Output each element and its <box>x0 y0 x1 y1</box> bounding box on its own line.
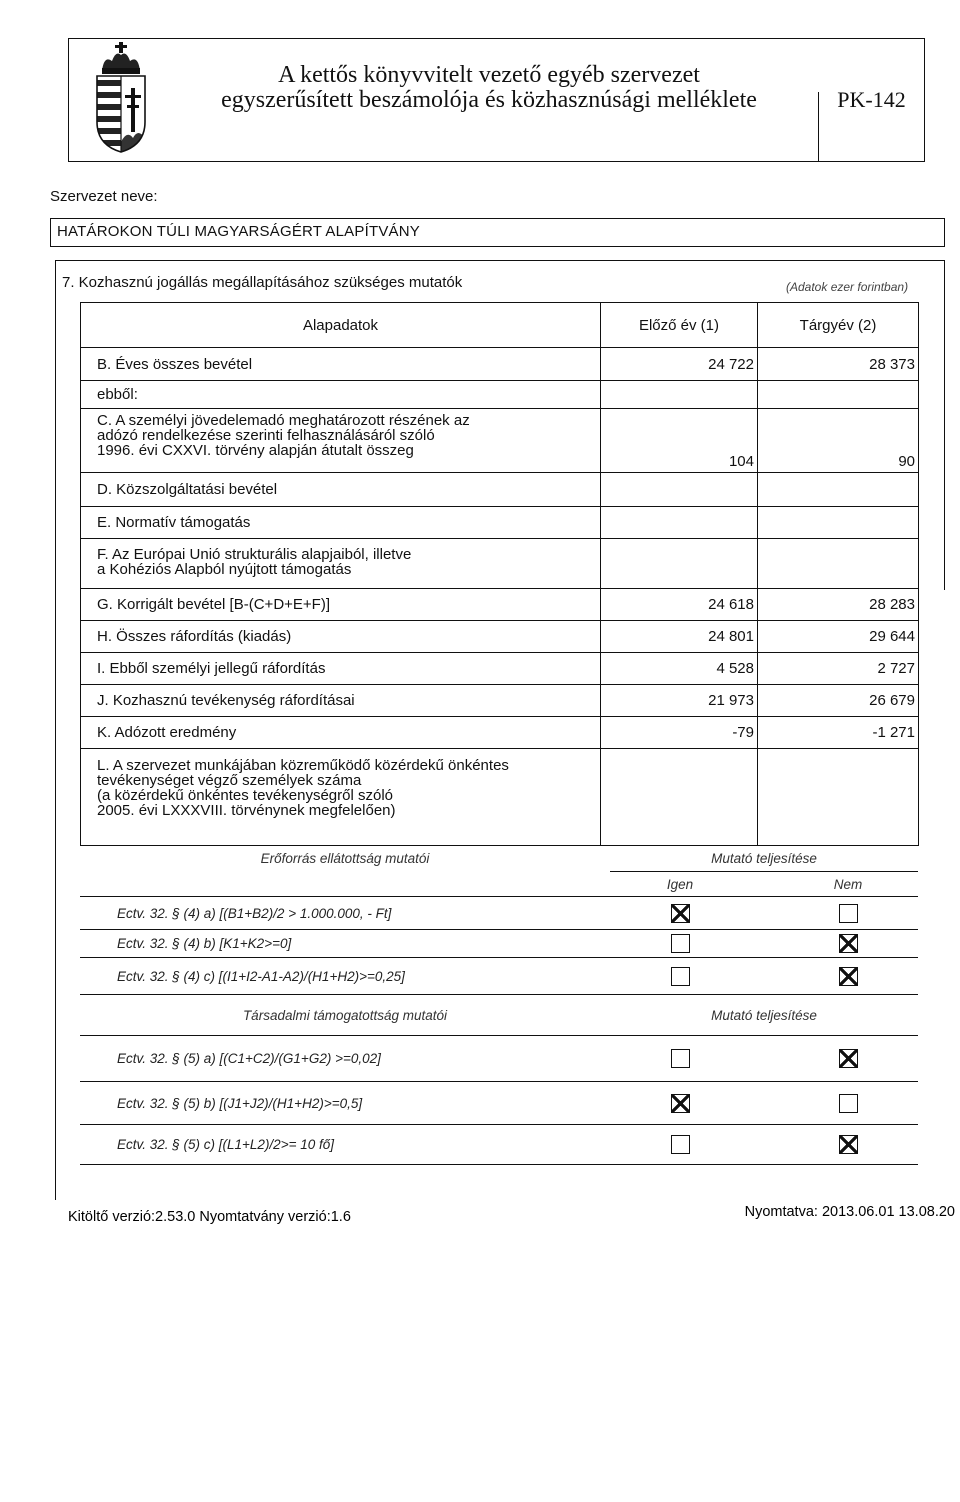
row-ebbol-previous-year <box>601 381 758 409</box>
row-l-label-line: L. A szervezet munkájában közreműködő közérdekű önkéntes <box>97 757 509 774</box>
indicator-label: Ectv. 32. § (5) a) [(C1+C2)/(G1+G2) >=0,02] <box>117 1051 381 1066</box>
table-row-ebbol <box>81 381 919 409</box>
row-g-previous-year: 24 618 <box>601 589 758 621</box>
yes-checkbox <box>671 1049 690 1068</box>
row-l-previous-year <box>601 749 758 846</box>
row-i-previous-year: 4 528 <box>601 653 758 685</box>
indicator-row <box>80 1082 918 1125</box>
indicator-label: Ectv. 32. § (5) b) [(J1+J2)/(H1+H2)>=0,5] <box>117 1095 363 1111</box>
row-b-previous-year: 24 722 <box>601 348 758 381</box>
yes-no-header-row <box>80 872 918 897</box>
row-e-previous-year <box>601 507 758 539</box>
base-data-table <box>80 302 919 846</box>
indicator-row <box>80 897 918 930</box>
table-row-b <box>81 348 919 381</box>
coat-of-arms-icon <box>90 42 152 154</box>
row-l-label-line: (a közérdekű önkéntes tevékenységről szóló <box>97 787 394 804</box>
row-f-previous-year <box>601 539 758 589</box>
yes-no-header-spacer <box>80 872 610 896</box>
shield <box>97 76 145 154</box>
resource-header-row <box>80 845 918 872</box>
table-row-f <box>81 539 919 589</box>
form-code: PK-142 <box>837 87 906 112</box>
no-checkbox <box>839 967 858 986</box>
table-header-row <box>81 303 919 348</box>
row-d-current-year <box>758 473 919 507</box>
row-f-label-line: F. Az Európai Unió strukturális alapjaiból, illetve <box>97 546 412 563</box>
row-ebbol-current-year <box>758 381 919 409</box>
row-b-label: B. Éves összes bevétel <box>81 348 601 381</box>
row-l-label-line: tevékenységet végző személyek száma <box>97 772 362 789</box>
header-item: Alapadatok <box>81 303 601 348</box>
row-i-label: I. Ebből személyi jellegű ráfordítás <box>81 653 601 685</box>
row-c-label-line: C. A személyi jövedelemadó meghatározott részének az <box>97 412 470 429</box>
row-c-current-year: 90 <box>758 409 919 473</box>
yes-checkbox <box>671 934 690 953</box>
indicator-row <box>80 1036 918 1082</box>
indicator-label: Ectv. 32. § (4) b) [K1+K2>=0] <box>117 936 292 951</box>
row-d-label: D. Közszolgáltatási bevétel <box>81 473 601 507</box>
version-info: Kitöltő verzió:2.53.0 Nyomtatvány verzió:1.6 <box>68 1209 351 1225</box>
no-checkbox <box>839 934 858 953</box>
social-indicators-title: Társadalmi támogatottság mutatói <box>242 1007 448 1023</box>
section-frame-right <box>944 260 945 590</box>
row-c-previous-year: 104 <box>601 409 758 473</box>
row-e-current-year <box>758 507 919 539</box>
form-title-line-2: egyszerűsített beszámolója és közhasznúsági melléklete <box>221 87 757 113</box>
no-column-label: Nem <box>833 876 863 892</box>
row-j-previous-year: 21 973 <box>601 685 758 717</box>
resource-fulfilment-label: Mutató teljesítése <box>610 845 918 872</box>
table-row-c <box>81 409 919 473</box>
table-row-i <box>81 653 919 685</box>
row-f-label-line: a Kohéziós Alapból nyújtott támogatás <box>97 561 352 578</box>
organization-name-label: Szervezet neve: <box>50 188 158 205</box>
yes-column-label: Igen <box>666 876 694 892</box>
row-f-current-year <box>758 539 919 589</box>
table-row-j <box>81 685 919 717</box>
row-l-label <box>81 749 601 846</box>
row-h-current-year: 29 644 <box>758 621 919 653</box>
table-row-h <box>81 621 919 653</box>
yes-checkbox <box>671 1094 690 1113</box>
row-ebbol-label: ebből: <box>81 381 601 409</box>
row-d-previous-year <box>601 473 758 507</box>
section-title: 7. Kozhasznú jogállás megállapításához szükséges mutatók <box>62 274 463 291</box>
row-k-current-year: -1 271 <box>758 717 919 749</box>
indicator-row <box>80 958 918 995</box>
row-f-label <box>81 539 601 589</box>
table-row-d <box>81 473 919 507</box>
yes-checkbox <box>671 967 690 986</box>
form-title-line-1: A kettős könyvvitelt vezető egyéb szervezet <box>278 62 700 88</box>
row-h-previous-year: 24 801 <box>601 621 758 653</box>
row-c-label-line: adózó rendelkezése szerinti felhasználásáról szóló <box>97 427 435 444</box>
no-checkbox <box>839 904 858 923</box>
header-current-year: Tárgyév (2) <box>758 303 919 348</box>
row-g-label: G. Korrigált bevétel [B-(C+D+E+F)] <box>81 589 601 621</box>
indicator-label: Ectv. 32. § (4) c) [(I1+I2-A1-A2)/(H1+H2)>=0,25] <box>117 968 405 984</box>
column-gap <box>750 872 778 896</box>
resource-indicators-title: Erőforrás ellátottság mutatói <box>260 851 430 866</box>
indicator-row <box>80 1125 918 1165</box>
social-fulfilment-label: Mutató teljesítése <box>711 1007 817 1023</box>
no-checkbox <box>839 1049 858 1068</box>
no-checkbox <box>839 1135 858 1154</box>
yes-checkbox <box>671 904 690 923</box>
section-frame-top <box>55 260 945 261</box>
print-timestamp: Nyomtatva: 2013.06.01 13.08.20 <box>744 1204 955 1220</box>
row-j-label: J. Kozhasznú tevékenység ráfordításai <box>81 685 601 717</box>
row-l-label-line: 2005. évi LXXXVIII. törvénynek megfelelően) <box>97 802 396 819</box>
row-h-label: H. Összes ráfordítás (kiadás) <box>81 621 601 653</box>
section-frame-left <box>55 260 56 1200</box>
indicators-section <box>80 845 918 1165</box>
row-i-current-year: 2 727 <box>758 653 919 685</box>
row-c-label-line: 1996. évi CXXVI. törvény alapján átutalt összeg <box>97 442 414 459</box>
row-j-current-year: 26 679 <box>758 685 919 717</box>
table-row-e <box>81 507 919 539</box>
form-title <box>160 63 818 113</box>
table-row-k <box>81 717 919 749</box>
row-c-label <box>81 409 601 473</box>
row-k-previous-year: -79 <box>601 717 758 749</box>
crown <box>102 42 140 74</box>
row-e-label: E. Normatív támogatás <box>81 507 601 539</box>
organization-name-field: HATÁROKON TÚLI MAGYARSÁGÉRT ALAPÍTVÁNY <box>50 218 945 247</box>
table-row-l <box>81 749 919 846</box>
indicator-label: Ectv. 32. § (4) a) [(B1+B2)/2 > 1.000.000, - Ft] <box>117 905 392 921</box>
header-previous-year: Előző év (1) <box>601 303 758 348</box>
indicator-label: Ectv. 32. § (5) c) [(L1+L2)/2>= 10 fő] <box>117 1137 334 1152</box>
no-checkbox <box>839 1094 858 1113</box>
table-row-g <box>81 589 919 621</box>
row-b-current-year: 28 373 <box>758 348 919 381</box>
indicator-row <box>80 930 918 958</box>
row-k-label: K. Adózott eredmény <box>81 717 601 749</box>
row-l-current-year <box>758 749 919 846</box>
yes-checkbox <box>671 1135 690 1154</box>
unit-note: (Adatok ezer forintban) <box>786 280 909 294</box>
row-g-current-year: 28 283 <box>758 589 919 621</box>
social-header-row <box>80 995 918 1036</box>
